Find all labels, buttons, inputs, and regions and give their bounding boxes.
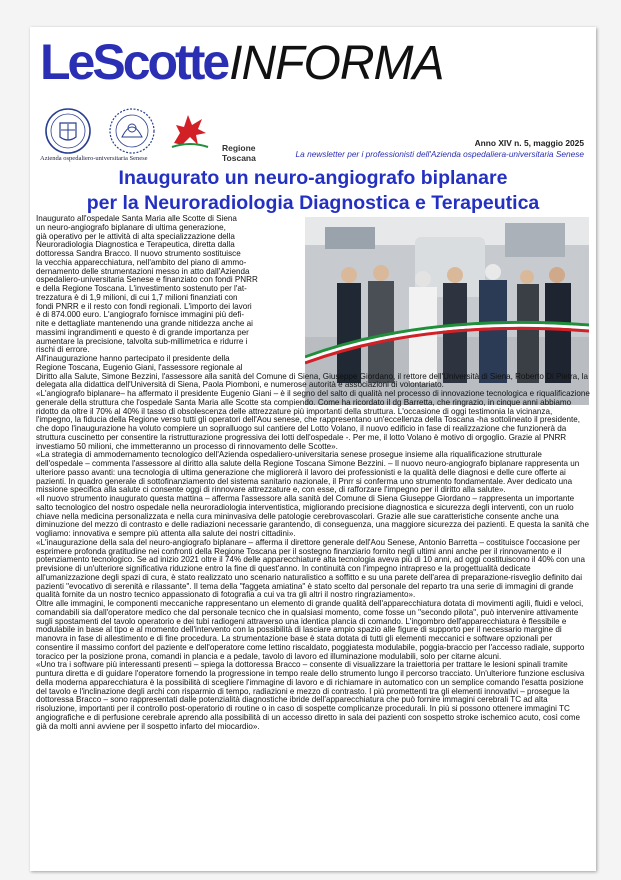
lead-line: dernamento delle strumentazioni messo in atto dall'Azienda bbox=[36, 266, 250, 276]
article-body bbox=[36, 215, 590, 731]
logo-row bbox=[40, 107, 290, 165]
headline-line-2: per la Neuroradiologia Diagnostica e Terapeutica bbox=[86, 192, 540, 214]
lead-line: già operativo per le attività di alta specializzazione della bbox=[36, 231, 235, 241]
newsletter-tagline: La newsletter per i professionisti dell'Azienda ospedaliera-universitaria Senese bbox=[295, 149, 584, 159]
paragraph-quote-giordano: «Il nuovo strumento inaugurato questa mattina – afferma l'assessore alla sanità del Comune di Siena Giuseppe Giordano – rappresenta un importante salto tecnologico del nostro ospedale nella neuroradiologia interventistica, migliorando precisione diagnostica e sicurezza degli interventi, con un ruolo chiave nella medicina personalizzata e nella cura mininvasiva delle patologie cerebrovascolari. Grazie alle sue caratteristiche consente anche una diminuzione del mezzo di contrasto e delle radiazioni necessarie garantendo, di conseguenza, una maggiore sicurezza dei pazienti. E questa la sanità che vogliamo: innovativa e sempre più attenta alla salute dei nostri cittadini». bbox=[36, 494, 589, 538]
lead-line: fondi PNRR e il resto con fondi regionali. L'importo dei lavori bbox=[36, 301, 252, 311]
lead-line: dottoressa Sandra Bracco. Il nuovo strumento sostituisce bbox=[36, 249, 241, 258]
lead-line: e della Regione Toscana. L'investimento sostenuto per l'at- bbox=[36, 284, 247, 293]
lead-column bbox=[36, 215, 300, 373]
regione-toscana-pegasus-icon bbox=[168, 107, 212, 151]
paragraph-quote-barretta: «L'inaugurazione della sala del neuro-angiografo biplanare – afferma il direttore generale dell'Aou Senese, Antonio Barretta – costituisce l'occasione per esprimere profonda gratitudine nei confronti della Regione Toscana per il sostegno finanziario fornito negli ultimi anni anche per il rinnovamento e il potenziamento tecnologico. Se ad inizio 2021 oltre il 74% delle apparecchiature alta tecnologia aveva più di 10 anni, ad oggi costituiscono il 40% con una previsione di un'ulteriore significativa riduzione entro la fine di quest'anno. In continuità con l'impegno intrapreso e la progettualità dedicate all'umanizzazione degli spazi di cura, è stato realizzato uno scenario naturalistico a soffitto e su una parete dell'area di preparazione-risveglio definito dai pazienti "evocativo di serenità e rilassante". Il tema della "faggeta amiatina" è stato scelto dal personale del reparto tra una serie di immagini di grande qualità fornite da un nostro tecnico appassionato di fotografia a cui va tra gli altri il nostro ringraziamento». bbox=[36, 537, 585, 600]
paragraph-quote-bezzini: «La strategia di ammodernamento tecnologico dell'Azienda ospedaliero-universitaria senese prosegue insieme alla riqualificazione strutturale dell'ospedale – commenta l'assessore al diritto alla salute della Regione Toscana Simone Bezzini. – Il nuovo neuro-angiografo biplanare rappresenta un ulteriore passo avanti: una tecnologia di ultima generazione che migliorerà il lavoro dei professionisti e la qualità delle diagnosi e delle cure offerte ai pazienti. In quadro generale di sottofinanziamento del sistema sanitario nazionale, il Pnrr si conferma uno strumento fondamentale. Aver dedicato una missione specifica alla salute ci consente oggi di rinnovare attrezzature e, con esse, di rafforzare l'impegno per il diritto alla salute». bbox=[36, 450, 580, 495]
masthead bbox=[40, 33, 444, 103]
lead-line: Inaugurato all'ospedale Santa Maria alle Scotte di Siena bbox=[36, 214, 237, 223]
seal-caption: Azienda ospedaliero-universitaria Senese bbox=[40, 155, 148, 162]
lead-line: massimi ingrandimenti e questo è di grande importanza per bbox=[36, 327, 249, 337]
university-seal-icon bbox=[104, 107, 160, 155]
issue-number: Anno XIV n. 5, maggio 2025 bbox=[474, 138, 584, 148]
lead-line: trezzatura è di 1,9 milioni, di cui 1,7 milioni finanziati con bbox=[36, 292, 238, 302]
regione-toscana-label: Regione Toscana bbox=[222, 143, 256, 163]
lead-line: la vecchia apparecchiatura, nell'ambito del piano di ammo- bbox=[36, 257, 247, 267]
paragraph-quote-bracco: «Uno tra i software più interessanti presenti – spiega la dottoressa Bracco – consente di visualizzare la traiettoria per trattare le lesioni spinali tramite puntura diretta e di guidare l'operatore fornendo la progressione in tempo reale dello strumento lungo il percorso tracciato. Un'ulteriore funzione esclusiva della moderna apparecchiatura è la possibilità di scegliere l'immagine di lavoro e di richiamare in automatico con un semplice comando l'esatta posizione del tavolo e l'inclinazione degli archi con risparmio di tempo, radiazioni e mezzo di contrasto. I più promettenti tra gli elementi innovativi – prosegue la dottoressa Bracco – sono rappresentati dalle potenzialità diagnostiche ibride dell'apparecchiatura che può fornire immagini cerebrali TC ad alta risoluzione, importanti per il controllo post-operatorio di routine o in caso di sospette complicanze procedurali. In più si possono ottenere immagini TC angiografiche e di perfusione cerebrale aprendo alla possibilità di un accesso diretto in sala dei pazienti con sospetto stroke ischemico acuto, così come già da molti anni avviene per il sospetto infarto del miocardio». bbox=[36, 660, 585, 731]
headline-line-1: Inaugurato un neuro-angiografo biplanare bbox=[118, 167, 508, 189]
lead-line: un neuro-angiografo biplanare di ultima generazione, bbox=[36, 222, 226, 232]
masthead-informa: INFORMA bbox=[229, 37, 444, 90]
aou-senese-seal-icon bbox=[40, 107, 96, 155]
lead-line: Regione Toscana, Eugenio Giani, l'assessore regionale al bbox=[36, 362, 243, 372]
paragraph-quote-giani: «L'angiografo biplanare– ha affermato il presidente Eugenio Giani – è il segno del salto di qualità nel processo di innovazione tecnologica e riqualificazione generale della struttura che l'ospedale Santa Maria alle Scotte sta compiendo. Come ha ricordato il dg Barretta, che ringrazio, in cinque anni abbiamo ridotto da oltre il 70% al 40% il tasso di obsolescenza delle attrezzature più importanti della struttura. L'occasione di oggi testimonia la vicinanza, l'impegno, la fiducia della Regione verso tutti gli operatori dell'Aou senese, che rappresentano un'eccellenza della Toscana -ha sottolineato il presidente, che dopo l'inaugurazione ha voluto compiere un sopralluogo sul cantiere del Lotto Volano, il nuovo edificio in fase di realizzazione che funzionerà da struttura cuscinetto per consentire la ristrutturazione progressiva dei lotti dell'ospedale -. Per me, il lotto Volano è motivo di orgoglio. Grazie al PNRR investiamo 50 milioni, che immetteranno un processo di rinnovamento delle Scotte». bbox=[36, 389, 590, 451]
paragraph-mechanics: Oltre alle immagini, le componenti meccaniche rappresentano un elemento di grande qualità dell'apparecchiatura dotata di movimenti agili, fluidi e veloci, comandabili sia dall'operatore medico che dal personale tecnico che in qualsiasi momento, come fosse un "secondo pilota", può intervenire attivamente sugli spostamenti del tavolo operatorio e dei tubi radiogeni attraverso una identica plancia di comando. L'ingombro dell'apparecchiatura è flessibile e modulabile in base al tipo e al momento dell'intervento con la possibilità di lasciare ampio spazio alle figure di supporto per il necessario margine di manovra in fase di allestimento e di fine procedura. La strumentazione base è stata dotata di tutti gli elementi meccanici e software opzionali per consentire il massimo confort del paziente e dell'operatore come lettino riscaldato, poggiatesta modulabile, poggia-braccio per l'accesso radiale, supporto toracico per la posizione prona, comandi in plancia e a pedale, tavolo di lavoro ed illuminazione modulabili, solo per citarne alcuni. bbox=[36, 599, 585, 661]
lead-line: ospedaliero-universitaria Senese e finanziato con fondi PNRR bbox=[36, 275, 258, 285]
lead-line: nite e dettagliate mantenendo una grande nitidezza anche ai bbox=[36, 319, 253, 328]
lead-line: Neuroradiologia Diagnostica e Terapeutica, diretta dalla bbox=[36, 240, 235, 250]
masthead-lescotte: LeScotte bbox=[40, 34, 228, 90]
lead-line: rischi di errore. bbox=[36, 345, 90, 355]
paragraph-attendees: Diritto alla Salute, Simone Bezzini, l'assessore alla sanità del Comune di Siena, Giuseppe Giordano, il rettore dell'Università di Siena, Roberto Di Pietra, la delegata alla didattica dell'Università di Siena, Paola Piomboni, e numerose autorità e associazioni di volontariato. bbox=[36, 371, 588, 390]
lead-line: All'inaugurazione hanno partecipato il presidente della bbox=[36, 354, 230, 363]
newsletter-page bbox=[30, 27, 596, 871]
lead-line: aumentare la precisione, talvolta sub-millimetrica e ridurre i bbox=[36, 336, 248, 346]
lead-line: è di 874.000 euro. L'angiografo fornisce immagini più defi- bbox=[36, 310, 245, 320]
